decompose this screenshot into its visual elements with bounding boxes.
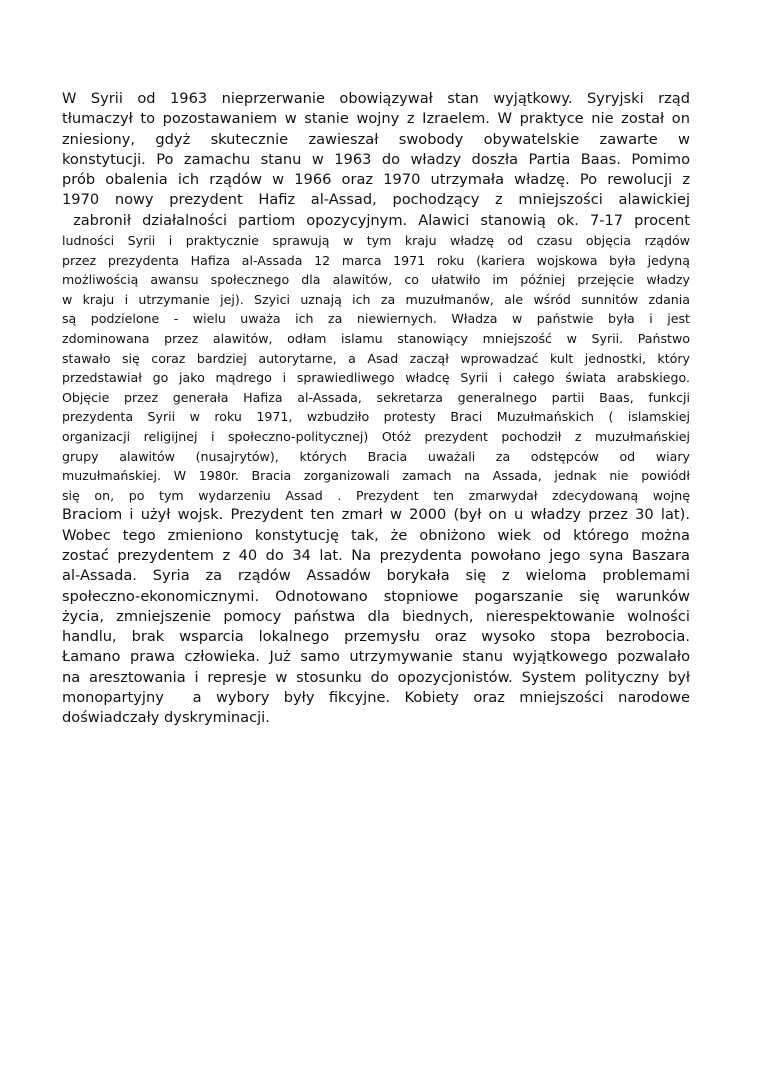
text-line: handlu, brak wsparcia lokalnego przemysłu oraz wysoko stopa bezrobocia. xyxy=(62,628,690,646)
text-line: społeczno-ekonomicznymi. Odnotowano stopniowe pogarszanie się warunków xyxy=(62,587,690,605)
text-line: zdominowana przez alawitów, odłam islamu stanowiący mniejszość w Syrii. Państwo xyxy=(62,331,690,347)
text-line: są podzielone - wielu uważa ich za niewiernych. Władza w państwie była i jest xyxy=(62,311,690,327)
text-line: prób obalenia ich rządów w 1966 oraz 1970 utrzymała władzę. Po rewolucji z xyxy=(62,171,690,189)
text-line: życia, zmniejszenie pomocy państwa dla biednych, nierespektowanie wolności xyxy=(62,607,690,625)
text-line: ludności Syrii i praktycznie sprawują w tym kraju władzę od czasu objęcia rządów xyxy=(62,233,690,249)
text-line: zostać prezydentem z 40 do 34 lat. Na prezydenta powołano jego syna Baszara xyxy=(62,546,690,564)
text-line: prezydenta Syrii w roku 1971, wzbudziło protesty Braci Muzułmańskich ( islamskiej xyxy=(62,409,690,425)
text-line: się on, po tym wydarzeniu Assad . Prezydent ten zmarwydał zdecydowaną wojnę xyxy=(62,487,690,503)
text-line: możliwością awansu społecznego dla alawitów, co ułatwiło im później przejęcie władzy xyxy=(62,272,690,288)
text-line: zabronił działalności partiom opozycyjnym. Alawici stanowią ok. 7-17 procent xyxy=(62,211,690,229)
text-line: organizacji religijnej i społeczno-politycznej) Otóż prezydent pochodził z muzułmańskiej xyxy=(62,429,690,445)
text-line: na aresztowania i represje w stosunku do opozycjonistów. System polityczny był xyxy=(62,668,690,686)
text-line: grupy alawitów (nusajrytów), których Bracia uważali za odstępców od wiary xyxy=(62,448,690,464)
text-line: stawało się coraz bardziej autorytarne, a Asad zaczął wprowadzać kult jednostki, który xyxy=(62,350,690,366)
text-line: tłumaczył to pozostawaniem w stanie wojny z Izraelem. W praktyce nie został on xyxy=(62,110,690,128)
text-line: monopartyjny a wybory były fikcyjne. Kobiety oraz mniejszości narodowe xyxy=(62,689,690,707)
text-line: Łamano prawa człowieka. Już samo utrzymywanie stanu wyjątkowego pozwalało xyxy=(62,648,690,666)
text-line: 1970 nowy prezydent Hafiz al-Assad, pochodzący z mniejszości alawickiej xyxy=(62,191,690,209)
text-line: w kraju i utrzymanie jej). Szyici uznają ich za muzułmanów, ale wśród sunnitów zdania xyxy=(62,291,690,307)
text-line: muzułmańskiej. W 1980r. Bracia zorganizowali zamach na Assada, jednak nie powiódł xyxy=(62,468,690,484)
text-line: przedstawiał go jako mądrego i sprawiedliwego władcę Syrii i całego świata arabskiego. xyxy=(62,370,690,386)
text-line: zniesiony, gdyż skutecznie zawieszał swobody obywatelskie zawarte w xyxy=(62,130,690,148)
text-line: doświadczały dyskryminacji. xyxy=(62,709,270,727)
text-line: konstytucji. Po zamachu stanu w 1963 do władzy doszła Partia Baas. Pomimo xyxy=(62,150,690,168)
text-line: Objęcie przez generała Hafiza al-Assada, sekretarza generalnego partii Baas, funkcji xyxy=(62,389,690,405)
text-line: Braciom i użył wojsk. Prezydent ten zmarł w 2000 (był on u władzy przez 30 lat). xyxy=(62,506,690,524)
text-line: W Syrii od 1963 nieprzerwanie obowiązywał stan wyjątkowy. Syryjski rząd xyxy=(62,90,690,107)
text-line: al-Assada. Syria za rządów Assadów borykała się z wieloma problemami xyxy=(62,567,690,585)
body-paragraph xyxy=(62,89,690,729)
text-line: Wobec tego zmieniono konstytucję tak, że obniżono wiek od którego można xyxy=(62,526,690,544)
text-line: przez prezydenta Hafiza al-Assada 12 marca 1971 roku (kariera wojskowa była jedyną xyxy=(62,252,690,268)
